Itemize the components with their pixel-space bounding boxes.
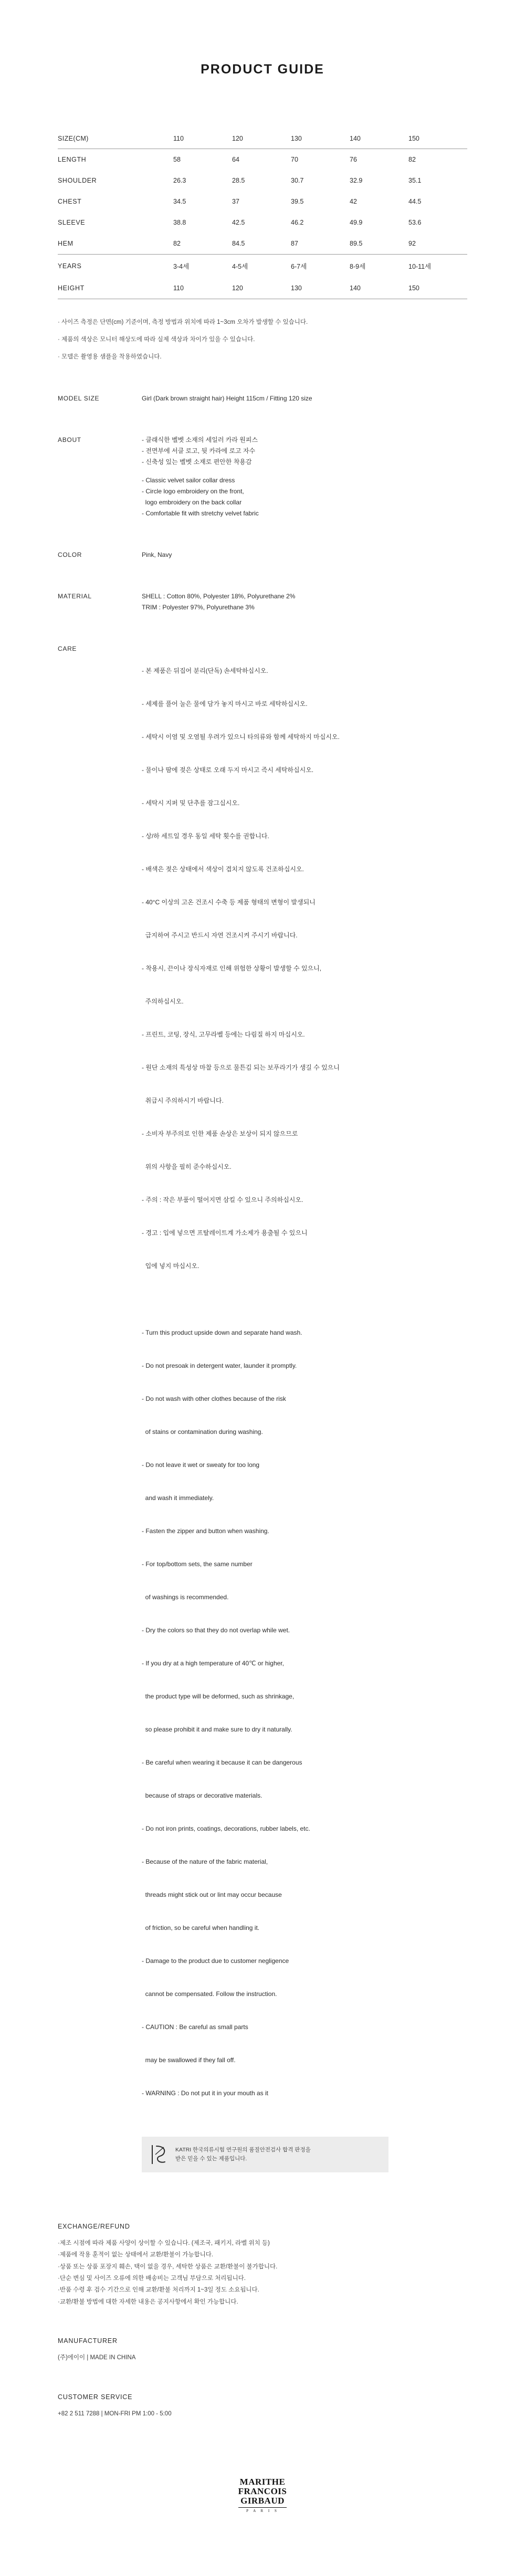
care-eng-11: - If you dry at a high temperature of 40℃ or higher, [142, 1659, 284, 1667]
katri-line-2: 받은 믿을 수 있는 제품입니다. [175, 2155, 247, 2162]
row-label-shoulder: SHOULDER [58, 177, 97, 184]
exchange-line-5: ·반품 수령 후 검수 기간으로 인해 교환/환불 처리까지 1~3일 정도 소요됩니다. [58, 2287, 259, 2294]
cell-height-150: 150 [408, 278, 467, 299]
cell-sleeve-120: 42.5 [232, 219, 245, 226]
cell-length-130: 70 [291, 156, 298, 163]
size-col-120: 120 [232, 128, 291, 149]
about-eng-2: - Circle logo embroidery on the front, [142, 487, 244, 495]
care-eng-22: - CAUTION : Be careful as small parts [142, 2023, 248, 2031]
table-row [58, 212, 467, 233]
cell-length-140: 76 [350, 156, 357, 163]
row-label-chest: CHEST [58, 198, 82, 205]
manufacturer-line: (주)에이이 | MADE IN CHINA [58, 2355, 136, 2361]
cell-height-110: 110 [173, 278, 232, 299]
cell-chest-130: 39.5 [291, 198, 304, 205]
katri-certification-box [142, 2137, 388, 2172]
cell-shoulder-140: 32.9 [350, 177, 363, 184]
cell-chest-110: 34.5 [173, 198, 186, 205]
cell-years-140: 8-9세 [350, 263, 366, 270]
care-kor-18: - 경고 : 입에 넣으면 프탈레이트계 가소제가 용출될 수 있으니 [142, 1229, 308, 1237]
care-kor-7: - 배색은 젖은 상태에서 색상이 겹치지 않도록 건조하십시오. [142, 865, 304, 873]
care-value [142, 643, 467, 2172]
katri-mark-icon [150, 2144, 168, 2165]
size-table [58, 128, 467, 299]
material-label: MATERIAL [58, 592, 92, 600]
about-kor-3: - 신축성 있는 벨벳 소재로 편안한 착용감 [142, 458, 252, 466]
table-row [58, 233, 467, 254]
exchange-line-2: ·제품에 작용 훈적이 없는 상태에서 교환/환불이 가능합니다. [58, 2252, 214, 2258]
size-table-header-label: SIZE(CM) [58, 128, 173, 149]
care-eng-9: of washings is recommended. [142, 1593, 229, 1601]
care-english [142, 1305, 467, 2121]
cell-years-150: 10-11세 [408, 263, 432, 270]
care-kor-11: 주의하십시오. [142, 997, 184, 1005]
size-notes [58, 317, 467, 363]
cell-length-150: 82 [408, 156, 416, 163]
exchange-line-1: ·제조 시점에 따라 제품 사양이 상이할 수 있습니다. (제조국, 패키지, 라벨 위치 등) [58, 2240, 270, 2246]
care-eng-7: - Fasten the zipper and button when washing. [142, 1527, 269, 1535]
about-english [142, 475, 467, 519]
care-kor-2: - 세제를 풀어 눌은 물에 담가 놓지 마시고 바로 세탁하십시오. [142, 700, 308, 708]
size-col-110: 110 [173, 128, 232, 149]
care-eng-23: may be swallowed if they fall off. [142, 2056, 236, 2064]
manufacturer-section [58, 2337, 467, 2363]
care-eng-4: of stains or contamination during washing. [142, 1428, 263, 1435]
cell-shoulder-120: 28.5 [232, 177, 245, 184]
customer-service-line: +82 2 511 7288 | MON-FRI PM 1:00 - 5:00 [58, 2410, 172, 2417]
care-kor-5: - 세탁시 지퍼 및 단추를 잠그십시오. [142, 799, 240, 807]
cell-hem-130: 87 [291, 240, 298, 247]
care-kor-3: - 세탁시 이염 및 오염될 우려가 있으니 타의류와 함께 세탁하지 마십시오. [142, 733, 340, 741]
material-line-trim: TRIM : Polyester 97%, Polyurethane 3% [142, 603, 255, 611]
about-section [58, 435, 467, 519]
care-label: CARE [58, 645, 77, 652]
care-eng-20: - Damage to the product due to customer negligence [142, 1957, 289, 1965]
care-eng-12: the product type will be deformed, such as shrinkage, [142, 1692, 295, 1700]
care-eng-5: - Do not leave it wet or sweaty for too long [142, 1461, 260, 1469]
care-eng-2: - Do not presoak in detergent water, launder it promptly. [142, 1361, 297, 1369]
row-label-hem: HEM [58, 240, 74, 247]
care-section [58, 643, 467, 2172]
row-label-sleeve: SLEEVE [58, 219, 86, 226]
care-eng-14: - Be careful when wearing it because it can be dangerous [142, 1758, 302, 1766]
material-line-shell: SHELL : Cotton 80%, Polyester 18%, Polyurethane 2% [142, 592, 296, 600]
size-col-150: 150 [408, 128, 467, 149]
brand-logo [58, 2477, 467, 2576]
cell-shoulder-130: 30.7 [291, 177, 304, 184]
customer-service-body [58, 2408, 467, 2420]
care-kor-19: 입에 넣지 마십시오. [142, 1262, 200, 1270]
cell-length-110: 58 [173, 156, 181, 163]
logo-sub: P A R I S [246, 2509, 279, 2514]
row-label-years: YEARS [58, 262, 82, 270]
care-korean [142, 643, 467, 1294]
cell-chest-120: 37 [232, 198, 239, 205]
exchange-line-3: ·상품 또는 상품 포장지 훼손, 택이 없을 경우, 세탁한 상품은 교환/환불이 불가합니다. [58, 2263, 278, 2270]
care-kor-17: - 주의 : 작은 부품이 떨어지면 삼킬 수 있으니 주의하십시오. [142, 1196, 303, 1203]
care-eng-16: - Do not iron prints, coatings, decorations, rubber labels, etc. [142, 1824, 310, 1832]
cell-hem-110: 82 [173, 240, 181, 247]
about-kor-2: - 전면부에 서클 로고, 뒷 카라에 로고 자수 [142, 447, 256, 455]
about-eng-3: logo embroidery on the back collar [142, 498, 242, 506]
size-table-head [58, 128, 467, 149]
size-note-1: · 사이즈 측정은 단면(cm) 기준이며, 측정 방법과 위치에 따라 1~3cm 오차가 발생할 수 있습니다. [58, 319, 308, 325]
customer-service-title: CUSTOMER SERVICE [58, 2393, 133, 2401]
care-eng-13: so please prohibit it and make sure to dry it naturally. [142, 1725, 292, 1733]
care-kor-9: 급지하여 주시고 반드시 자연 건조시켜 주시기 바랍니다. [142, 931, 298, 939]
cell-height-120: 120 [232, 278, 291, 299]
color-value: Pink, Navy [142, 551, 172, 558]
care-eng-1: - Turn this product upside down and separate hand wash. [142, 1328, 302, 1336]
katri-line-1: KATRI 한국의류시험 연구원의 품질안전검사 합격 판정을 [175, 2147, 311, 2153]
care-eng-17: - Because of the nature of the fabric material, [142, 1857, 268, 1865]
logo-line-3: GIRBAUD [240, 2496, 285, 2506]
cell-sleeve-140: 49.9 [350, 219, 363, 226]
table-row [58, 278, 467, 299]
material-value [142, 591, 467, 613]
care-kor-1: - 본 제품은 뒤집어 분리(단독) 손세탁하십시오. [142, 667, 268, 674]
row-label-height: HEIGHT [58, 278, 173, 299]
manufacturer-body [58, 2352, 467, 2363]
table-row [58, 255, 467, 278]
cell-sleeve-150: 53.6 [408, 219, 422, 226]
care-eng-8: - For top/bottom sets, the same number [142, 1560, 253, 1568]
exchange-refund-body [58, 2237, 467, 2308]
table-header-row [58, 128, 467, 149]
about-eng-4: - Comfortable fit with stretchy velvet fabric [142, 509, 259, 517]
customer-service-section [58, 2393, 467, 2420]
cell-sleeve-110: 38.8 [173, 219, 186, 226]
exchange-refund-section [58, 2223, 467, 2308]
care-eng-19: of friction, so be careful when handling it. [142, 1924, 260, 1931]
model-size-section [58, 393, 467, 404]
katri-text [175, 2146, 311, 2163]
row-label-length: LENGTH [58, 156, 87, 163]
cell-years-130: 6-7세 [291, 263, 307, 270]
cell-chest-150: 44.5 [408, 198, 422, 205]
logo-line-1: MARITHE [239, 2477, 286, 2487]
care-eng-21: cannot be compensated. Follow the instruction. [142, 1990, 277, 1998]
care-kor-16: 위의 사항을 필히 준수하십시오. [142, 1163, 232, 1170]
page-title: PRODUCT GUIDE [201, 62, 324, 77]
about-korean [142, 435, 467, 468]
care-eng-18: threads might stick out or lint may occur because [142, 1891, 282, 1898]
size-chart [58, 128, 467, 299]
size-table-body [58, 149, 467, 299]
table-row [58, 191, 467, 212]
care-eng-3: - Do not wash with other clothes because of the risk [142, 1395, 286, 1402]
cell-length-120: 64 [232, 156, 239, 163]
color-label: COLOR [58, 551, 82, 558]
cell-hem-140: 89.5 [350, 240, 363, 247]
cell-sleeve-130: 46.2 [291, 219, 304, 226]
care-kor-13: - 원단 소재의 특성상 마찰 등으로 물튼김 되는 보푸라기가 생길 수 있으니 [142, 1063, 340, 1071]
logo-divider [238, 2507, 287, 2508]
about-value [142, 435, 467, 519]
exchange-refund-title: EXCHANGE/REFUND [58, 2222, 130, 2230]
size-col-140: 140 [350, 128, 408, 149]
cell-chest-140: 42 [350, 198, 357, 205]
care-kor-6: - 상/하 세트일 경우 동일 세탁 횟수를 권합니다. [142, 832, 269, 840]
care-kor-15: - 소비자 부주의로 인한 제품 손상은 보상이 되지 않으므로 [142, 1129, 298, 1137]
cell-shoulder-110: 26.3 [173, 177, 186, 184]
care-kor-14: 취급시 주의하시기 바랍니다. [142, 1096, 224, 1104]
cell-years-110: 3-4세 [173, 263, 190, 270]
care-kor-4: - 물이나 땀에 젖은 상태로 오래 두지 마시고 즉시 세탁하십시오. [142, 766, 314, 774]
model-size-value: Girl (Dark brown straight hair) Height 115cm / Fitting 120 size [142, 394, 312, 402]
care-kor-8: - 40°C 이상의 고온 건조시 수축 등 제품 형태의 변형이 발생되니 [142, 898, 316, 906]
care-eng-10: - Dry the colors so that they do not overlap while wet. [142, 1626, 290, 1634]
color-section [58, 550, 467, 561]
cell-hem-120: 84.5 [232, 240, 245, 247]
care-kor-12: - 프린트, 코팅, 장식, 고무라벨 등에는 다림질 하지 마십시오. [142, 1030, 305, 1038]
exchange-line-6: ·교환/환불 방법에 대한 자세한 내용은 공지사항에서 확인 가능합니다. [58, 2298, 238, 2305]
about-eng-1: - Classic velvet sailor collar dress [142, 476, 235, 484]
table-row [58, 170, 467, 191]
cell-hem-150: 92 [408, 240, 416, 247]
cell-height-130: 130 [291, 278, 350, 299]
cell-years-120: 4-5세 [232, 263, 248, 270]
care-kor-10: - 착용시, 끈이나 장식자재로 인해 위험한 상황이 발생할 수 있으니, [142, 964, 322, 972]
logo-line-2: FRANCOIS [238, 2486, 287, 2497]
material-section [58, 591, 467, 613]
care-eng-24: - WARNING : Do not put it in your mouth as it [142, 2089, 268, 2097]
care-eng-15: because of straps or decorative materials. [142, 1791, 262, 1799]
size-col-130: 130 [291, 128, 350, 149]
exchange-line-4: ·단순 변심 및 사이즈 오류에 의한 배송비는 고객님 부담으로 처리됩니다. [58, 2275, 246, 2282]
manufacturer-title: MANUFACTURER [58, 2337, 118, 2345]
size-note-2: · 제품의 색상은 모니터 해상도에 따라 실제 색상과 차이가 있을 수 있습니다. [58, 336, 255, 343]
cell-shoulder-150: 35.1 [408, 177, 422, 184]
table-row [58, 149, 467, 171]
cell-height-140: 140 [350, 278, 408, 299]
about-kor-1: - 클래식한 벨벳 소재의 세일러 카라 원피스 [142, 436, 258, 444]
about-label: ABOUT [58, 436, 81, 444]
care-eng-6: and wash it immediately. [142, 1494, 214, 1502]
size-note-3: · 모델은 촬영용 샘플을 착용하였습니다. [58, 353, 162, 360]
model-size-label: MODEL SIZE [58, 394, 100, 402]
